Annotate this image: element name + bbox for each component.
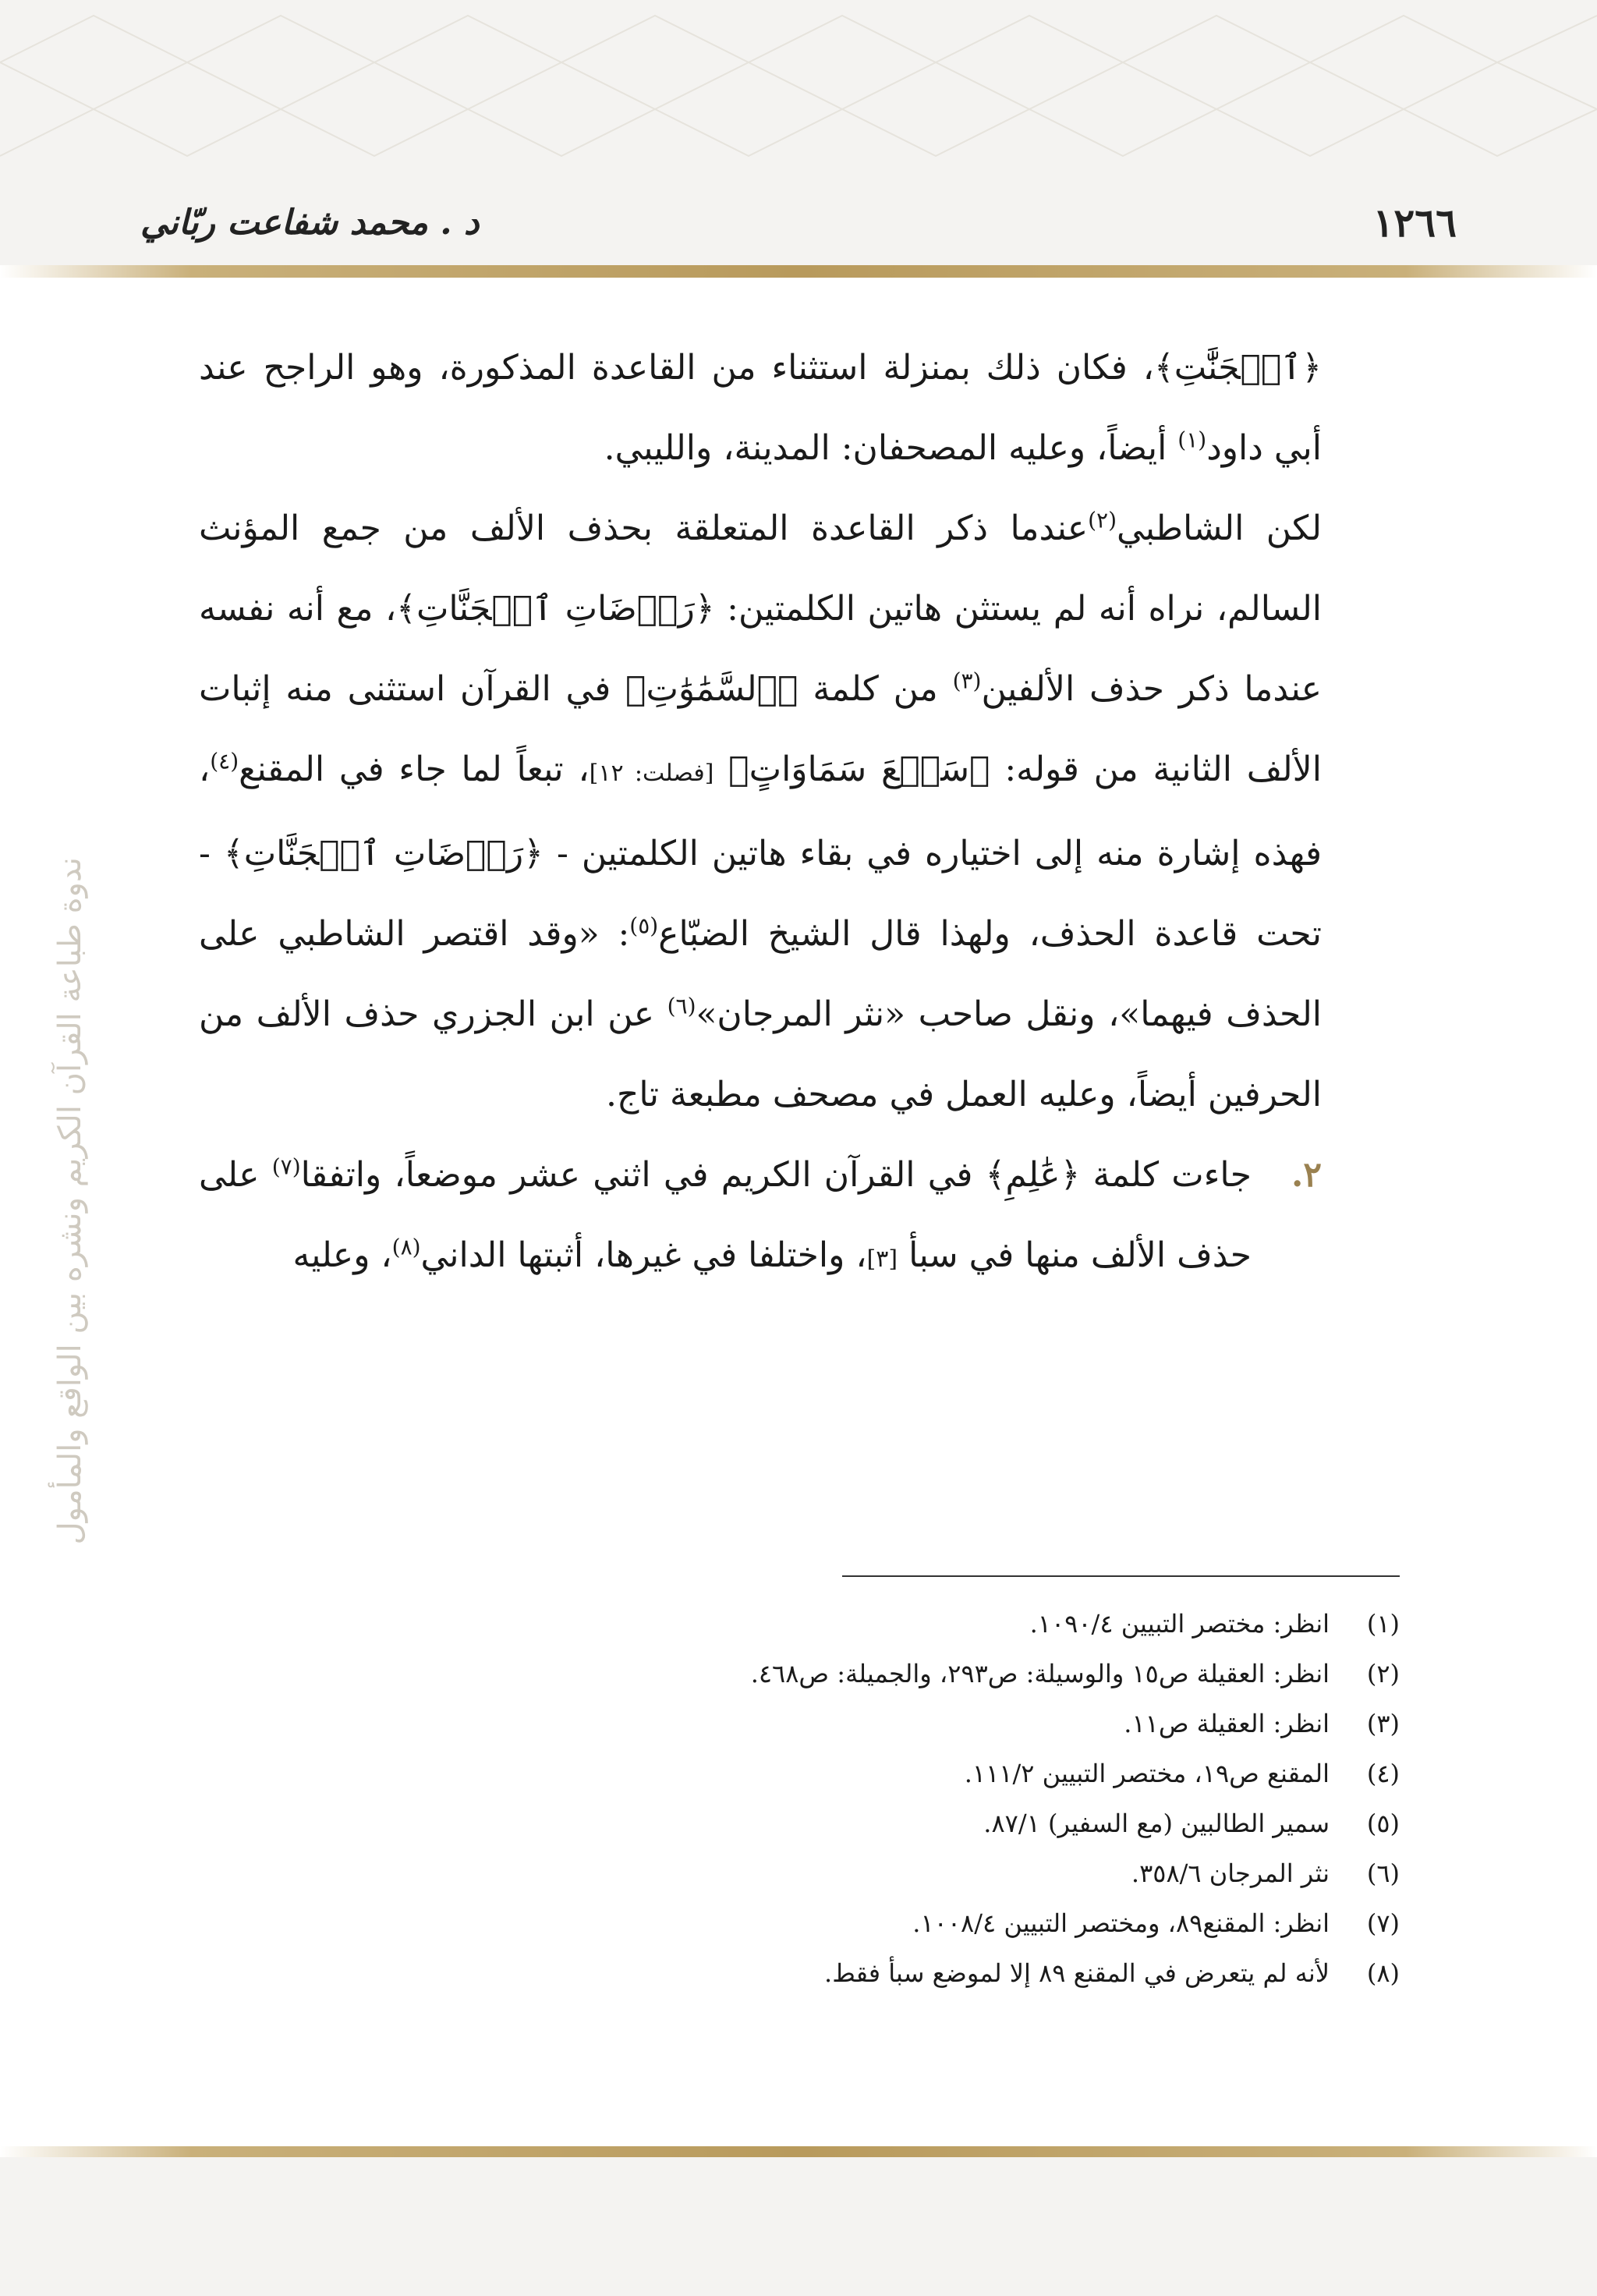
verse-reference: [فصلت: ١٢] bbox=[589, 760, 714, 787]
text-run: على حذف الألف منها في سبأ bbox=[199, 1155, 1252, 1275]
text-run: عن ابن الجزري حذف الألف من الحرفين أيضاً، وعليه العمل في مصحف مطبعة تاج. bbox=[199, 994, 1322, 1114]
footnote-ref: (٥) bbox=[629, 912, 659, 939]
list-item-2 bbox=[199, 1135, 1322, 1299]
list-number: ٢. bbox=[1291, 1155, 1322, 1195]
text-run: ، واختلفا في غيرها، أثبتها الداني bbox=[420, 1235, 867, 1275]
footnote-text: انظر: مختصر التبيين ١٠٩٠/٤. bbox=[1029, 1609, 1330, 1639]
verse-reference: [٣] bbox=[866, 1245, 898, 1273]
footnote-ref: (٧) bbox=[271, 1153, 301, 1180]
footnote-divider bbox=[842, 1575, 1400, 1577]
text-run: : «وقد اقتصر الشاطبي على الحذف فيهما»، ونقل صاحب «نثر المرجان» bbox=[199, 914, 1322, 1034]
footnote-number: (٢) bbox=[1366, 1659, 1400, 1688]
footnote-ref: (٤) bbox=[210, 748, 239, 774]
bottom-gold-band bbox=[0, 2146, 1597, 2157]
footer-background bbox=[0, 2152, 1597, 2296]
footnote-text: انظر: المقنع٨٩، ومختصر التبيين ١٠٠٨/٤. bbox=[912, 1908, 1330, 1938]
footnote-item bbox=[199, 1898, 1400, 1948]
footnote-item bbox=[199, 1749, 1400, 1798]
text-run: ، وعليه bbox=[292, 1235, 392, 1275]
text-run: ، تبعاً لما جاء في المقنع bbox=[239, 749, 590, 789]
footnotes bbox=[199, 1599, 1400, 1998]
footnote-number: (١) bbox=[1366, 1609, 1400, 1639]
footnote-text: لأنه لم يتعرض في المقنع ٨٩ إلا لموضع سبأ فقط. bbox=[824, 1958, 1330, 1988]
paragraph-2 bbox=[199, 488, 1322, 1135]
main-text bbox=[199, 328, 1322, 1299]
side-title-text: ندوة طباعة القرآن الكريم ونشره بين الواقع والمأمول bbox=[52, 857, 88, 1545]
footnote-ref: (٨) bbox=[391, 1234, 421, 1260]
footnote-number: (٦) bbox=[1366, 1858, 1400, 1888]
footnote-item bbox=[199, 1599, 1400, 1649]
page-number: ١٢٦٦ bbox=[1372, 199, 1457, 246]
footnote-number: (٤) bbox=[1366, 1759, 1400, 1788]
footnote-ref: (٢) bbox=[1088, 507, 1117, 533]
footnote-item bbox=[199, 1948, 1400, 1998]
footnote-number: (٥) bbox=[1366, 1809, 1400, 1838]
text-run: ، فهذه إشارة منه إلى اختياره في بقاء هاتين الكلمتين - ﴿رَوۡضَاتِ ٱلۡجَنَّاتِ﴾ - تحت قاعدة الحذف، ولهذا قال الشيخ الضبّاع bbox=[199, 749, 1322, 954]
text-run: جاءت كلمة ﴿عَٰلِمِ﴾ في القرآن الكريم في اثني عشر موضعاً، واتفقا bbox=[300, 1155, 1252, 1195]
top-gold-band bbox=[0, 265, 1597, 278]
footnote-text: انظر: العقيلة ص١١. bbox=[1124, 1709, 1330, 1738]
footnote-ref: (٦) bbox=[667, 993, 696, 1019]
text-run: لكن الشاطبي bbox=[1117, 508, 1322, 548]
paragraph-1 bbox=[199, 328, 1322, 488]
text-run: ﴿ٱلۡجَنَّٰتِ﴾، فكان ذلك بمنزلة استثناء من القاعدة المذكورة، وهو الراجح عند أبي داود bbox=[199, 348, 1322, 468]
footnote-number: (٨) bbox=[1366, 1958, 1400, 1988]
footnote-text: انظر: العقيلة ص١٥ والوسيلة: ص٢٩٣، والجميلة: ص٤٦٨. bbox=[750, 1659, 1330, 1688]
footnote-text: سمير الطالبين (مع السفير) ٨٧/١. bbox=[983, 1809, 1330, 1838]
text-run: عندما ذكر القاعدة المتعلقة بحذف الألف من جمع المؤنث السالم، نراه أنه لم يستثن هاتين الكلمتين: ﴿رَوۡضَاتِ ٱلۡجَنَّاتِ﴾، مع أنه نفسه عندما ذكر حذف الألفين bbox=[199, 508, 1322, 709]
footnote-number: (٣) bbox=[1366, 1709, 1400, 1738]
footnote-text: نثر المرجان ٣٥٨/٦. bbox=[1131, 1858, 1330, 1888]
footnote-number: (٧) bbox=[1366, 1908, 1400, 1938]
text-run: أيضاً، وعليه المصحفان: المدينة، والليبي. bbox=[604, 428, 1178, 468]
footnote-text: المقنع ص١٩، مختصر التبيين ١١١/٢. bbox=[964, 1759, 1330, 1788]
author-name: د . محمد شفاعت ربّاني bbox=[140, 202, 480, 243]
footnote-item bbox=[199, 1798, 1400, 1848]
footnote-item bbox=[199, 1848, 1400, 1898]
running-header bbox=[140, 195, 1457, 250]
side-watermark-title bbox=[16, 842, 125, 1560]
text-run: من كلمة ﴿ٱلسَّمَٰوَٰتِ﴾ في القرآن استثنى منه إثبات الألف الثانية من قوله: ﴿سَبۡعَ سَمَاوَاتٍ﴾ bbox=[199, 669, 1322, 789]
footnote-ref: (١) bbox=[1177, 427, 1207, 453]
footnote-ref: (٣) bbox=[952, 668, 982, 694]
footnote-item bbox=[199, 1649, 1400, 1699]
footnote-item bbox=[199, 1699, 1400, 1749]
